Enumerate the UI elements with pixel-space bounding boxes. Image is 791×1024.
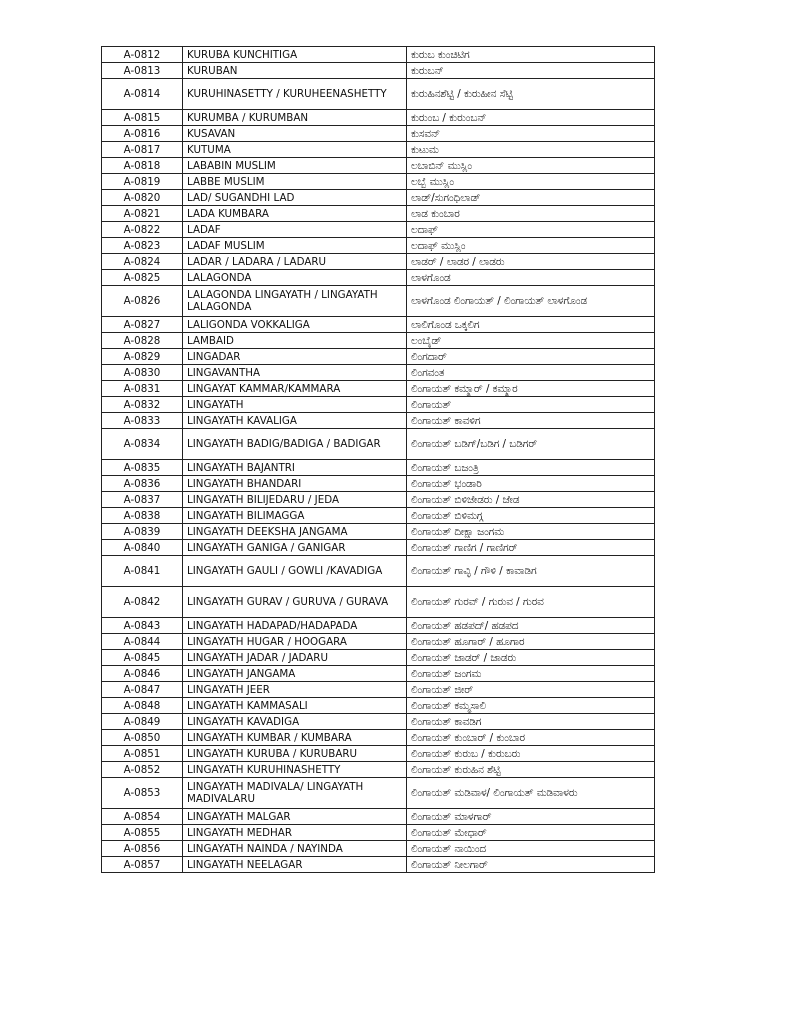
- code-cell: A-0849: [102, 714, 183, 730]
- table-row: [102, 540, 655, 556]
- name-cell: KURUBA KUNCHITIGA: [183, 47, 407, 63]
- kannada-name-cell: ಲಿಂಗಾಯತ್ ಜೀರ್: [407, 682, 655, 698]
- kannada-name-cell: ಲಿಂಗಾಯತ್ ಹಡಪದ್/ ಹಡಪದ: [407, 618, 655, 634]
- name-cell: LINGAYATH GANIGA / GANIGAR: [183, 540, 407, 556]
- name-cell: LINGAYATH BHANDARI: [183, 476, 407, 492]
- kannada-name-cell: ಲಿಂಗಾಯತ್ ಗುರವ್ / ಗುರುವ / ಗುರವ: [407, 587, 655, 618]
- table-row: [102, 666, 655, 682]
- code-cell: A-0841: [102, 556, 183, 587]
- kannada-name-cell: ಲಿಂಗಾಯತ್ ಮಡಿವಾಳ/ ಲಿಂಗಾಯತ್ ಮಡಿವಾಳರು: [407, 778, 655, 809]
- code-cell: A-0840: [102, 540, 183, 556]
- code-cell: A-0838: [102, 508, 183, 524]
- code-cell: A-0821: [102, 206, 183, 222]
- name-cell: LINGAYATH BILIJEDARU / JEDA: [183, 492, 407, 508]
- table-row: [102, 126, 655, 142]
- kannada-name-cell: ಲಾಳಗೊಂಡ: [407, 270, 655, 286]
- name-cell: KUSAVAN: [183, 126, 407, 142]
- name-cell: LAMBAID: [183, 333, 407, 349]
- table-row: [102, 333, 655, 349]
- kannada-name-cell: ಲಿಂಗಾಯತ್ ಕುರುಹಿನ ಶೆಟ್ಟಿ: [407, 762, 655, 778]
- table-row: [102, 110, 655, 126]
- code-cell: A-0825: [102, 270, 183, 286]
- code-cell: A-0857: [102, 857, 183, 873]
- code-cell: A-0833: [102, 413, 183, 429]
- kannada-name-cell: ಲಾಡ ಕುಂಬಾರ: [407, 206, 655, 222]
- code-cell: A-0822: [102, 222, 183, 238]
- name-cell: LINGAVANTHA: [183, 365, 407, 381]
- name-cell: LINGAYATH KURUBA / KURUBARU: [183, 746, 407, 762]
- table-row: [102, 286, 655, 317]
- name-cell: LINGAYATH MADIVALA/ LINGAYATH MADIVALARU: [183, 778, 407, 809]
- code-cell: A-0827: [102, 317, 183, 333]
- kannada-name-cell: ಕುರುಹಿನಶೆಟ್ಟಿ / ಕುರುಹೀನ ಸೆಟ್ಟಿ: [407, 79, 655, 110]
- kannada-name-cell: ಕುರುಂಬ / ಕುರುಂಬನ್: [407, 110, 655, 126]
- kannada-name-cell: ಲಿಂಗಾಯತ್ ಕಾವಳಿಗ: [407, 413, 655, 429]
- kannada-name-cell: ಲಿಂಗಾಯತ್ ಬಿಳಿಮಗ್ಗ: [407, 508, 655, 524]
- code-cell: A-0836: [102, 476, 183, 492]
- table-row: [102, 317, 655, 333]
- table-row: [102, 270, 655, 286]
- kannada-name-cell: ಲಿಂಗಾಯತ್ ಜಂಗಮ: [407, 666, 655, 682]
- table-row: [102, 698, 655, 714]
- name-cell: LINGAYATH DEEKSHA JANGAMA: [183, 524, 407, 540]
- kannada-name-cell: ಲಿಂಗಾಯತ್ ಹೂಗಾರ್ / ಹೂಗಾರ: [407, 634, 655, 650]
- name-cell: LABABIN MUSLIM: [183, 158, 407, 174]
- table-row: [102, 63, 655, 79]
- name-cell: LALAGONDA LINGAYATH / LINGAYATH LALAGONDA: [183, 286, 407, 317]
- code-cell: A-0842: [102, 587, 183, 618]
- name-cell: LINGAYATH MEDHAR: [183, 825, 407, 841]
- name-cell: LINGAYATH JEER: [183, 682, 407, 698]
- code-cell: A-0846: [102, 666, 183, 682]
- name-cell: LINGAYATH BADIG/BADIGA / BADIGAR: [183, 429, 407, 460]
- kannada-name-cell: ಲಿಂಗಾಯತ್ ಕಮ್ಮಸಾಲಿ: [407, 698, 655, 714]
- table-row: [102, 524, 655, 540]
- table-row: [102, 460, 655, 476]
- code-cell: A-0830: [102, 365, 183, 381]
- table-row: [102, 746, 655, 762]
- code-cell: A-0832: [102, 397, 183, 413]
- table-row: [102, 730, 655, 746]
- name-cell: KURUBAN: [183, 63, 407, 79]
- kannada-name-cell: ಲಿಂಗಾಯತ್ ಮಾಳಗಾರ್: [407, 809, 655, 825]
- kannada-name-cell: ಲಿಂಗಾಯತ್ ನೀಲಗಾರ್: [407, 857, 655, 873]
- kannada-name-cell: ಲದಾಫ್ ಮುಸ್ಲಿಂ: [407, 238, 655, 254]
- code-cell: A-0855: [102, 825, 183, 841]
- kannada-name-cell: ಲಿಂಗಾಯತ್ ಕಾವಡಿಗ: [407, 714, 655, 730]
- name-cell: LINGAYATH KAVALIGA: [183, 413, 407, 429]
- table-body: [102, 47, 655, 873]
- name-cell: KUTUMA: [183, 142, 407, 158]
- kannada-name-cell: ಲದಾಫ್: [407, 222, 655, 238]
- kannada-name-cell: ಲಿಂಗಾಯತ್ ಗಾವ್ಳಿ / ಗೌಳಿ / ಕಾವಾಡಿಗ: [407, 556, 655, 587]
- code-cell: A-0824: [102, 254, 183, 270]
- code-cell: A-0847: [102, 682, 183, 698]
- table-row: [102, 413, 655, 429]
- name-cell: LINGAYATH HUGAR / HOOGARA: [183, 634, 407, 650]
- name-cell: LALIGONDA VOKKALIGA: [183, 317, 407, 333]
- name-cell: LADA KUMBARA: [183, 206, 407, 222]
- code-cell: A-0816: [102, 126, 183, 142]
- code-cell: A-0834: [102, 429, 183, 460]
- kannada-name-cell: ಲಿಂಗಾಯತ್: [407, 397, 655, 413]
- name-cell: LAD/ SUGANDHI LAD: [183, 190, 407, 206]
- code-cell: A-0852: [102, 762, 183, 778]
- kannada-name-cell: ಲಿಂಗಾಯತ್ ಗಾಣಿಗ / ಗಾಣಿಗರ್: [407, 540, 655, 556]
- kannada-name-cell: ಲಿಂಗದಾರ್: [407, 349, 655, 365]
- kannada-name-cell: ಲಿಂಗಾಯತ್ ಭಂಡಾರಿ: [407, 476, 655, 492]
- code-cell: A-0844: [102, 634, 183, 650]
- kannada-name-cell: ಲಿಂಗಾಯತ್ ಜಾಡರ್ / ಜಾಡರು: [407, 650, 655, 666]
- kannada-name-cell: ಕುಸವನ್: [407, 126, 655, 142]
- code-cell: A-0829: [102, 349, 183, 365]
- table-row: [102, 381, 655, 397]
- kannada-name-cell: ಲಬಾಬಿನ್ ಮುಸ್ಲಿಂ: [407, 158, 655, 174]
- table-row: [102, 587, 655, 618]
- table-row: [102, 634, 655, 650]
- kannada-name-cell: ಲಿಂಗಾಯತ್ ಬಜಂತ್ರಿ: [407, 460, 655, 476]
- code-cell: A-0845: [102, 650, 183, 666]
- code-cell: A-0817: [102, 142, 183, 158]
- name-cell: LALAGONDA: [183, 270, 407, 286]
- table-row: [102, 349, 655, 365]
- kannada-name-cell: ಕುರುಬನ್: [407, 63, 655, 79]
- table-row: [102, 47, 655, 63]
- code-cell: A-0831: [102, 381, 183, 397]
- kannada-name-cell: ಲಂಬೈಡ್: [407, 333, 655, 349]
- table-row: [102, 190, 655, 206]
- table-row: [102, 778, 655, 809]
- code-cell: A-0815: [102, 110, 183, 126]
- name-cell: LABBE MUSLIM: [183, 174, 407, 190]
- table-row: [102, 254, 655, 270]
- kannada-name-cell: ಲಿಂಗಾಯತ್ ಕುಂಬಾರ್ / ಕುಂಬಾರ: [407, 730, 655, 746]
- table-row: [102, 476, 655, 492]
- kannada-name-cell: ಲಿಂಗಾಯತ್ ನಾಯಿಂದ: [407, 841, 655, 857]
- code-cell: A-0843: [102, 618, 183, 634]
- table-row: [102, 142, 655, 158]
- name-cell: LADAF: [183, 222, 407, 238]
- name-cell: KURUMBA / KURUMBAN: [183, 110, 407, 126]
- table-row: [102, 762, 655, 778]
- name-cell: KURUHINASETTY / KURUHEENASHETTY: [183, 79, 407, 110]
- table-row: [102, 397, 655, 413]
- code-cell: A-0848: [102, 698, 183, 714]
- table-row: [102, 650, 655, 666]
- caste-list-table: [101, 46, 655, 873]
- code-cell: A-0820: [102, 190, 183, 206]
- name-cell: LINGAYATH KURUHINASHETTY: [183, 762, 407, 778]
- kannada-name-cell: ಲಿಂಗಾಯತ್ ಕುರುಬ / ಕುರುಬರು: [407, 746, 655, 762]
- code-cell: A-0835: [102, 460, 183, 476]
- kannada-name-cell: ಲಬ್ಬೆ ಮುಸ್ಲಿಂ: [407, 174, 655, 190]
- name-cell: LADAR / LADARA / LADARU: [183, 254, 407, 270]
- table-row: [102, 492, 655, 508]
- name-cell: LINGAYATH BAJANTRI: [183, 460, 407, 476]
- name-cell: LADAF MUSLIM: [183, 238, 407, 254]
- name-cell: LINGAYATH GAULI / GOWLI /KAVADIGA: [183, 556, 407, 587]
- kannada-name-cell: ಲಿಂಗಾಯತ್ ಬಡಿಗ್/ಬಡಿಗ / ಬಡಿಗರ್: [407, 429, 655, 460]
- name-cell: LINGAYATH MALGAR: [183, 809, 407, 825]
- kannada-name-cell: ಲಿಂಗಾಯತ್ ಮೇಧಾರ್: [407, 825, 655, 841]
- kannada-name-cell: ಲಿಂಗಾಯತ್ ದೀಕ್ಷಾ ಜಂಗಮ: [407, 524, 655, 540]
- code-cell: A-0856: [102, 841, 183, 857]
- table-row: [102, 206, 655, 222]
- code-cell: A-0823: [102, 238, 183, 254]
- table-row: [102, 841, 655, 857]
- table-row: [102, 222, 655, 238]
- name-cell: LINGAYATH HADAPAD/HADAPADA: [183, 618, 407, 634]
- kannada-name-cell: ಲಾಲಿಗೊಂಡ ಒಕ್ಕಲಿಗ: [407, 317, 655, 333]
- name-cell: LINGAYATH JANGAMA: [183, 666, 407, 682]
- table-row: [102, 508, 655, 524]
- kannada-name-cell: ಲಾಡರ್ / ಲಾಡರ / ಲಾಡರು: [407, 254, 655, 270]
- kannada-name-cell: ಲಿಂಗಾಯತ್ ಕಮ್ಮಾರ್ / ಕಮ್ಮಾರ: [407, 381, 655, 397]
- code-cell: A-0854: [102, 809, 183, 825]
- table-row: [102, 238, 655, 254]
- code-cell: A-0813: [102, 63, 183, 79]
- name-cell: LINGAYATH: [183, 397, 407, 413]
- code-cell: A-0839: [102, 524, 183, 540]
- kannada-name-cell: ಕುರುಬ ಕುಂಚಿಟಿಗ: [407, 47, 655, 63]
- table-row: [102, 809, 655, 825]
- table-row: [102, 79, 655, 110]
- code-cell: A-0853: [102, 778, 183, 809]
- name-cell: LINGAYATH JADAR / JADARU: [183, 650, 407, 666]
- name-cell: LINGAYATH GURAV / GURUVA / GURAVA: [183, 587, 407, 618]
- code-cell: A-0819: [102, 174, 183, 190]
- name-cell: LINGAYATH KUMBAR / KUMBARA: [183, 730, 407, 746]
- table-row: [102, 556, 655, 587]
- table-row: [102, 857, 655, 873]
- code-cell: A-0818: [102, 158, 183, 174]
- code-cell: A-0837: [102, 492, 183, 508]
- name-cell: LINGAYATH KAMMASALI: [183, 698, 407, 714]
- kannada-name-cell: ಲಿಂಗವಂತ: [407, 365, 655, 381]
- code-cell: A-0828: [102, 333, 183, 349]
- code-cell: A-0851: [102, 746, 183, 762]
- name-cell: LINGAYATH NEELAGAR: [183, 857, 407, 873]
- name-cell: LINGAYATH BILIMAGGA: [183, 508, 407, 524]
- name-cell: LINGAYATH NAINDA / NAYINDA: [183, 841, 407, 857]
- table-row: [102, 365, 655, 381]
- table-row: [102, 174, 655, 190]
- table-row: [102, 158, 655, 174]
- name-cell: LINGADAR: [183, 349, 407, 365]
- kannada-name-cell: ಕುಟುಮ: [407, 142, 655, 158]
- code-cell: A-0814: [102, 79, 183, 110]
- code-cell: A-0850: [102, 730, 183, 746]
- kannada-name-cell: ಲಾಳಗೊಂಡ ಲಿಂಗಾಯತ್ / ಲಿಂಗಾಯತ್ ಲಾಳಗೊಂಡ: [407, 286, 655, 317]
- code-cell: A-0812: [102, 47, 183, 63]
- table-row: [102, 714, 655, 730]
- table-row: [102, 682, 655, 698]
- name-cell: LINGAYAT KAMMAR/KAMMARA: [183, 381, 407, 397]
- kannada-name-cell: ಲಿಂಗಾಯತ್ ಬಿಳಿಜೇಡರು / ಜೇಡ: [407, 492, 655, 508]
- table-row: [102, 618, 655, 634]
- code-cell: A-0826: [102, 286, 183, 317]
- table-row: [102, 825, 655, 841]
- table-row: [102, 429, 655, 460]
- kannada-name-cell: ಲಾಡ್/ಸುಗಂಧಿಲಾಡ್: [407, 190, 655, 206]
- name-cell: LINGAYATH KAVADIGA: [183, 714, 407, 730]
